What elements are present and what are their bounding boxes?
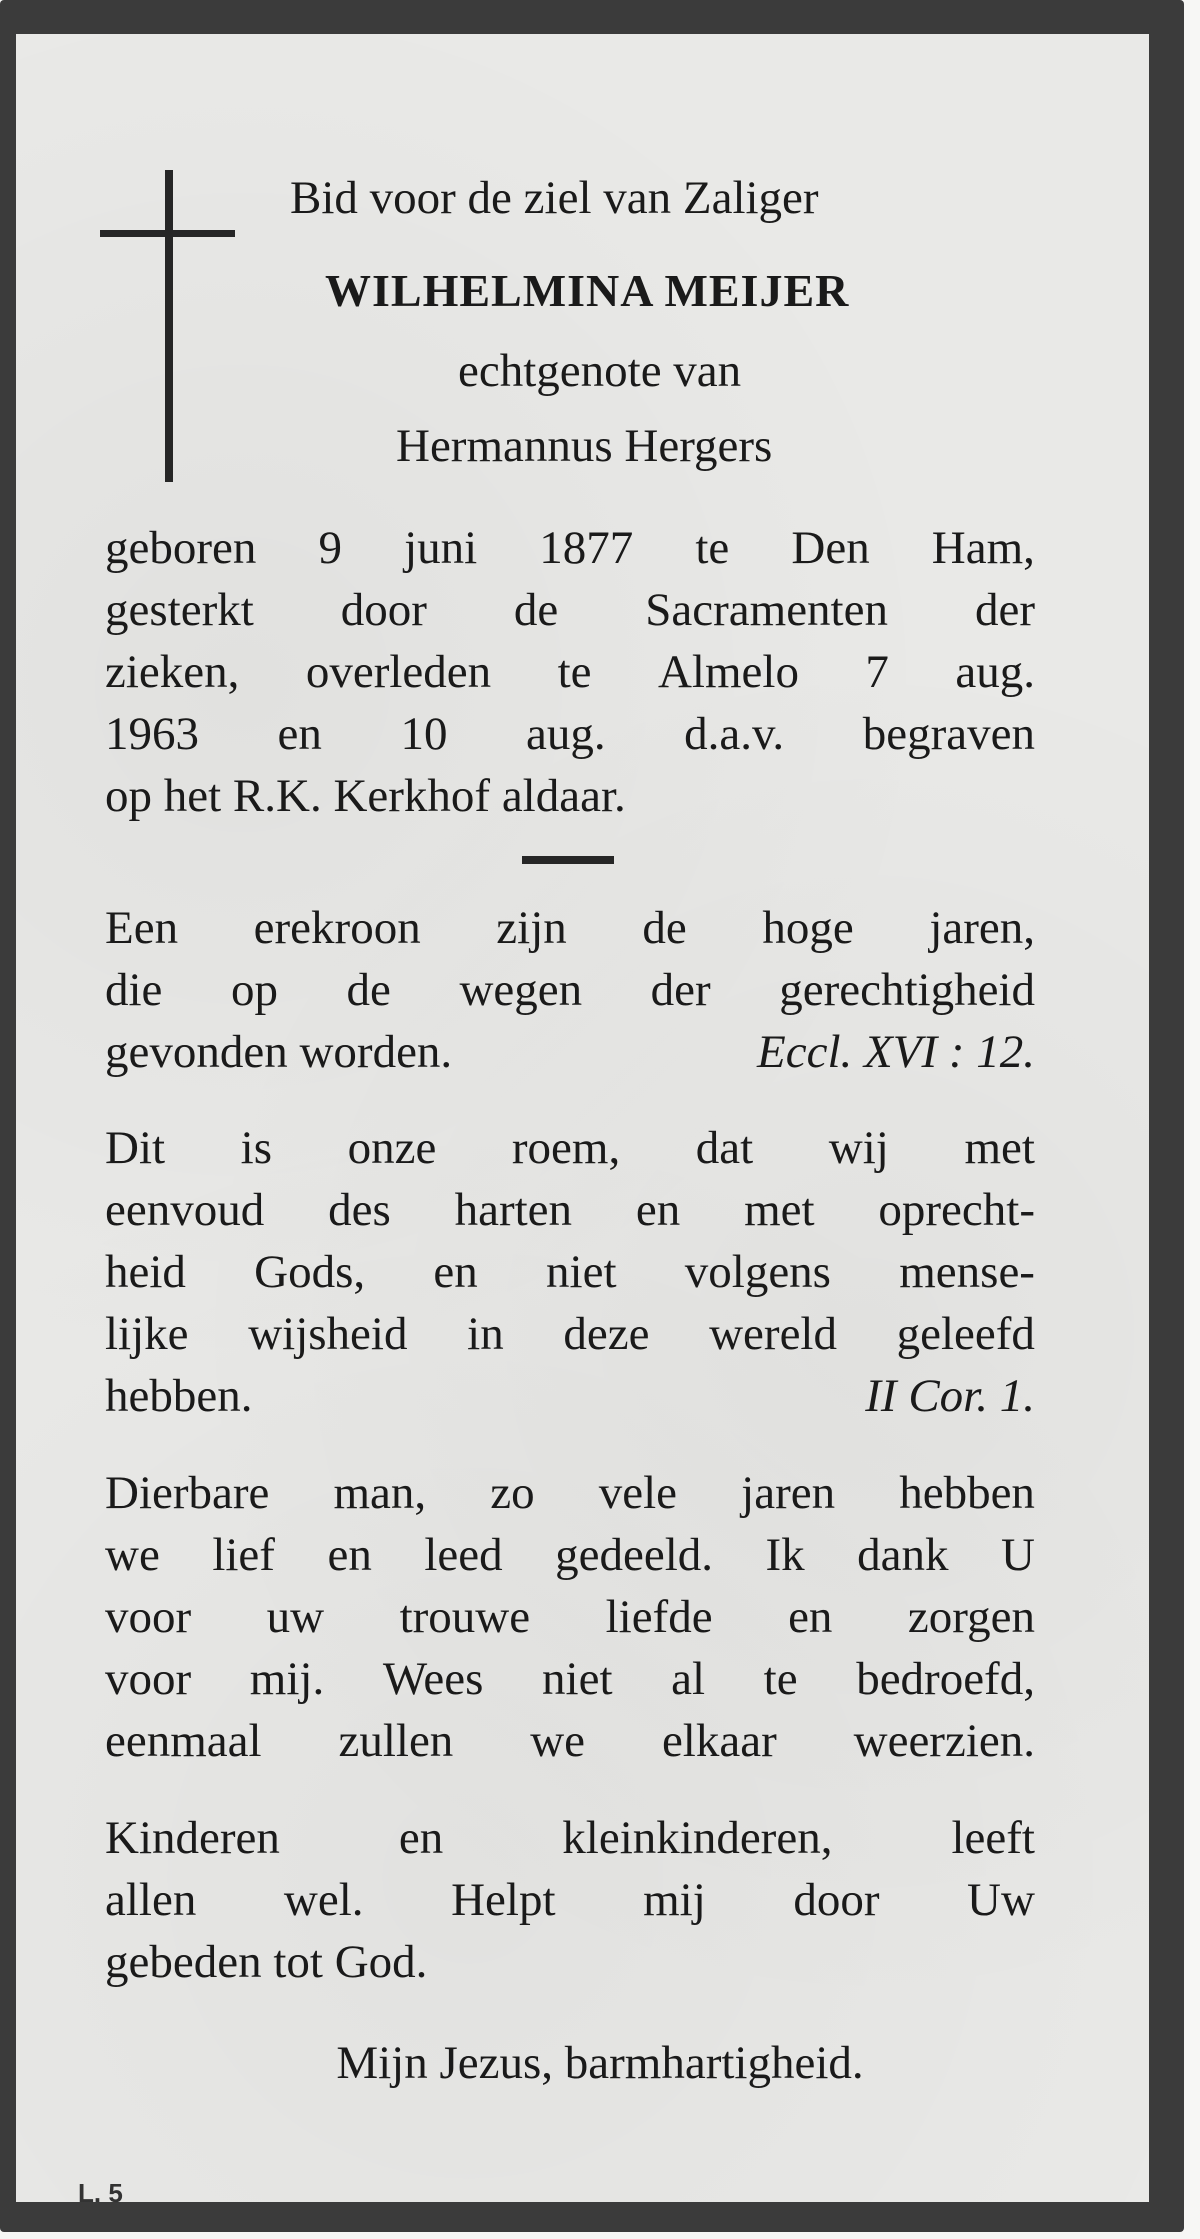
word: geleefd: [896, 1308, 1035, 1360]
word: en: [433, 1246, 478, 1298]
word: harten: [454, 1184, 573, 1236]
word: zo: [490, 1467, 535, 1519]
word: Uw: [967, 1874, 1035, 1926]
word: der: [650, 964, 711, 1016]
divider-rule: [522, 856, 614, 864]
word: vele: [598, 1467, 678, 1519]
word: gerechtigheid: [779, 964, 1035, 1016]
word: aug.: [525, 708, 606, 760]
cross-icon: [165, 170, 173, 482]
word: met: [964, 1122, 1035, 1174]
deceased-name: WILHELMINA MEIJER: [325, 265, 850, 316]
word: en: [398, 1812, 444, 1864]
word: met: [744, 1184, 815, 1236]
word: dank: [857, 1529, 949, 1581]
quote-line: [105, 1246, 1035, 1298]
word: des: [328, 1184, 391, 1236]
word: te: [695, 522, 730, 574]
word: Den: [791, 522, 870, 574]
word: Dit: [105, 1122, 166, 1174]
word: zijn: [496, 902, 567, 954]
word: 1877: [539, 522, 634, 574]
word: onze: [347, 1122, 437, 1174]
children-line: [105, 1812, 1035, 1864]
word: 1963: [105, 708, 199, 760]
spouse-name: Hermannus Hergers: [396, 420, 773, 472]
prayer-intro: Bid voor de ziel van Zaliger: [290, 172, 819, 224]
word: lijke: [105, 1308, 189, 1360]
quote-line: [105, 902, 1035, 954]
farewell-line: [105, 1715, 1035, 1767]
word: en: [788, 1591, 833, 1643]
word: 9: [318, 522, 342, 574]
word: begraven: [862, 708, 1035, 760]
quote-line: [105, 1122, 1035, 1174]
word: te: [557, 646, 592, 698]
word: aug.: [955, 646, 1035, 698]
word: dat: [695, 1122, 754, 1174]
word: gedeeld.: [555, 1529, 713, 1581]
word: mij: [643, 1874, 706, 1926]
word: en: [635, 1184, 681, 1236]
word: te: [763, 1653, 798, 1705]
line-text: gevonden worden.: [105, 1026, 453, 1078]
children-line: [105, 1874, 1035, 1926]
word: Ik: [765, 1529, 805, 1581]
word: uw: [266, 1591, 325, 1643]
quote-line: [105, 964, 1035, 1016]
word: door: [340, 584, 427, 636]
children-line: [105, 1936, 1035, 1988]
bio-line: [105, 770, 1035, 822]
closing-prayer: Mijn Jezus, barmhartigheid.: [336, 2037, 864, 2089]
quote-line: [105, 1308, 1035, 1360]
word: de: [642, 902, 687, 954]
word: weerzien.: [853, 1715, 1035, 1767]
cross-icon-bar: [100, 230, 235, 237]
word: jaren,: [929, 902, 1035, 954]
word: voor: [105, 1653, 192, 1705]
farewell-line: [105, 1529, 1035, 1581]
word: overleden: [305, 646, 492, 698]
word: d.a.v.: [684, 708, 785, 760]
word: erekroon: [253, 902, 421, 954]
word: Ham,: [931, 522, 1035, 574]
word: liefde: [605, 1591, 713, 1643]
word: en: [277, 708, 322, 760]
word: wel.: [283, 1874, 364, 1926]
bio-line: [105, 708, 1035, 760]
quote-line: [105, 1184, 1035, 1236]
word: en: [327, 1529, 372, 1581]
word: leeft: [951, 1812, 1035, 1864]
word: Een: [105, 902, 179, 954]
word: eenvoud: [105, 1184, 265, 1236]
print-mark: L. 5: [78, 2178, 123, 2208]
word: hebben: [899, 1467, 1035, 1519]
word: Almelo: [657, 646, 799, 698]
word: de: [346, 964, 391, 1016]
word: op het R.K. Kerkhof aldaar.: [105, 770, 626, 822]
word: gebeden tot God.: [105, 1936, 428, 1988]
farewell-line: [105, 1467, 1035, 1519]
word: 7: [865, 646, 889, 698]
word: door: [793, 1874, 880, 1926]
word: lief: [212, 1529, 275, 1581]
word: wereld: [709, 1308, 837, 1360]
word: al: [671, 1653, 706, 1705]
scripture-reference: II Cor. 1.: [865, 1370, 1035, 1422]
word: voor: [105, 1591, 192, 1643]
word: niet: [546, 1246, 617, 1298]
quote-last-line: [105, 1026, 1035, 1078]
word: heid: [105, 1246, 186, 1298]
word: juni: [404, 522, 478, 574]
word: jaren: [741, 1467, 836, 1519]
word: mij.: [249, 1653, 325, 1705]
farewell-line: [105, 1653, 1035, 1705]
word: die: [105, 964, 163, 1016]
word: in: [467, 1308, 504, 1360]
word: Kinderen: [105, 1812, 280, 1864]
word: U: [1001, 1529, 1035, 1581]
word: allen: [105, 1874, 197, 1926]
word: eenmaal: [105, 1715, 262, 1767]
scripture-reference: Eccl. XVI : 12.: [757, 1026, 1035, 1078]
bio-line: [105, 584, 1035, 636]
word: bedroefd,: [856, 1653, 1035, 1705]
bio-line: [105, 522, 1035, 574]
bio-line: [105, 646, 1035, 698]
word: Sacramenten: [645, 584, 888, 636]
quote-last-line: [105, 1370, 1035, 1422]
word: we: [105, 1529, 160, 1581]
word: deze: [563, 1308, 650, 1360]
word: Gods,: [254, 1246, 366, 1298]
spouse-intro: echtgenote van: [458, 345, 742, 397]
word: der: [974, 584, 1035, 636]
word: geboren: [105, 522, 257, 574]
word: zieken,: [105, 646, 240, 698]
word: man,: [333, 1467, 427, 1519]
word: op: [230, 964, 278, 1016]
word: niet: [542, 1653, 613, 1705]
word: gesterkt: [105, 584, 254, 636]
word: is: [240, 1122, 272, 1174]
word: Dierbare: [105, 1467, 270, 1519]
word: Helpt: [451, 1874, 556, 1926]
word: oprecht-: [878, 1184, 1035, 1236]
word: wijsheid: [248, 1308, 408, 1360]
farewell-line: [105, 1591, 1035, 1643]
word: zorgen: [907, 1591, 1035, 1643]
word: elkaar: [661, 1715, 777, 1767]
word: de: [513, 584, 559, 636]
word: mense-: [899, 1246, 1035, 1298]
word: leed: [424, 1529, 503, 1581]
word: kleinkinderen,: [562, 1812, 833, 1864]
word: wij: [828, 1122, 889, 1174]
word: zullen: [338, 1715, 454, 1767]
word: we: [530, 1715, 586, 1767]
word: 10: [400, 708, 448, 760]
word: Wees: [382, 1653, 484, 1705]
word: hoge: [762, 902, 854, 954]
word: volgens: [684, 1246, 831, 1298]
word: wegen: [459, 964, 583, 1016]
word: trouwe: [399, 1591, 531, 1643]
word: roem,: [511, 1122, 621, 1174]
line-text: hebben.: [105, 1370, 253, 1422]
